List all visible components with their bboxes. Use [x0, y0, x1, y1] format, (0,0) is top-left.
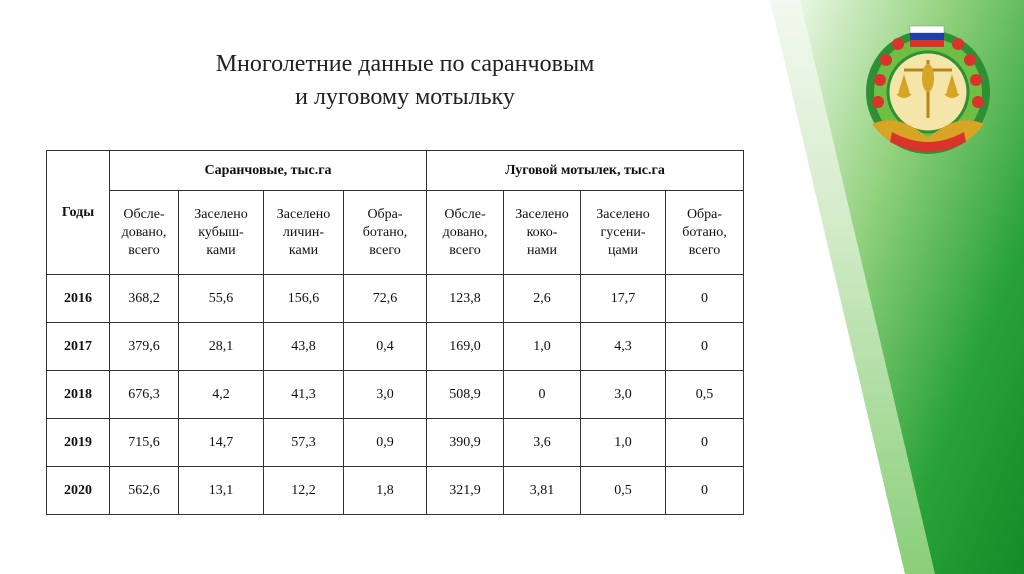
title-line-2: и луговому мотыльку [295, 84, 515, 110]
value-cell: 0 [666, 419, 744, 467]
value-cell: 0,4 [344, 323, 427, 371]
data-table-container [46, 150, 744, 515]
value-cell: 0 [666, 467, 744, 515]
title-line-1: Многолетние данные по саранчовым [215, 51, 595, 77]
value-cell: 390,9 [427, 419, 504, 467]
value-cell: 41,3 [264, 371, 344, 419]
subheader-text: Обсле- довано, всего [121, 206, 167, 258]
year-cell: 2018 [47, 371, 110, 419]
value-cell: 28,1 [179, 323, 264, 371]
table-row [47, 419, 744, 467]
value-cell: 715,6 [110, 419, 179, 467]
table-header-group-row [47, 151, 744, 191]
subheader-cell [427, 191, 504, 275]
value-cell: 123,8 [427, 275, 504, 323]
subheader-cell [110, 191, 179, 275]
value-cell: 13,1 [179, 467, 264, 515]
subheader-cell [179, 191, 264, 275]
value-cell: 0,5 [581, 467, 666, 515]
subheader-text: Обра- ботано, всего [682, 206, 727, 258]
year-cell: 2020 [47, 467, 110, 515]
value-cell: 2,6 [504, 275, 581, 323]
year-cell: 2019 [47, 419, 110, 467]
table-row [47, 275, 744, 323]
subheader-text: Заселено личин- ками [276, 206, 331, 258]
value-cell: 0 [666, 323, 744, 371]
value-cell: 508,9 [427, 371, 504, 419]
table-row [47, 371, 744, 419]
value-cell: 169,0 [427, 323, 504, 371]
subheader-text: Обра- ботано, всего [362, 206, 408, 258]
value-cell: 3,0 [581, 371, 666, 419]
subheader-cell [504, 191, 581, 275]
value-cell: 1,0 [581, 419, 666, 467]
subheader-cell [264, 191, 344, 275]
subheader-cell [344, 191, 427, 275]
value-cell: 12,2 [264, 467, 344, 515]
value-cell: 379,6 [110, 323, 179, 371]
subheader-text: Заселено гусени- цами [596, 206, 650, 258]
header-group-meadow-moth: Луговой мотылек, тыс.га [427, 151, 744, 191]
value-cell: 0 [666, 275, 744, 323]
header-group-locusts: Саранчовые, тыс.га [110, 151, 427, 191]
value-cell: 17,7 [581, 275, 666, 323]
value-cell: 0,5 [666, 371, 744, 419]
value-cell: 562,6 [110, 467, 179, 515]
value-cell: 3,0 [344, 371, 427, 419]
value-cell: 1,8 [344, 467, 427, 515]
value-cell: 321,9 [427, 467, 504, 515]
table-subheader-row [47, 191, 744, 275]
value-cell: 57,3 [264, 419, 344, 467]
value-cell: 3,81 [504, 467, 581, 515]
value-cell: 55,6 [179, 275, 264, 323]
value-cell: 1,0 [504, 323, 581, 371]
value-cell: 4,2 [179, 371, 264, 419]
value-cell: 676,3 [110, 371, 179, 419]
header-years: Годы [47, 151, 110, 275]
subheader-text: Заселено кубыш- ками [194, 206, 248, 258]
value-cell: 43,8 [264, 323, 344, 371]
value-cell: 3,6 [504, 419, 581, 467]
table-row [47, 323, 744, 371]
value-cell: 0,9 [344, 419, 427, 467]
subheader-text: Обсле- довано, всего [442, 206, 488, 258]
table-row [47, 467, 744, 515]
value-cell: 156,6 [264, 275, 344, 323]
value-cell: 0 [504, 371, 581, 419]
value-cell: 14,7 [179, 419, 264, 467]
rosselkhoztsentr-emblem-logo [858, 20, 998, 166]
subheader-cell [666, 191, 744, 275]
data-table [46, 150, 744, 515]
value-cell: 72,6 [344, 275, 427, 323]
subheader-cell [581, 191, 666, 275]
value-cell: 368,2 [110, 275, 179, 323]
year-cell: 2016 [47, 275, 110, 323]
year-cell: 2017 [47, 323, 110, 371]
subheader-text: Заселено коко- нами [515, 206, 569, 258]
value-cell: 4,3 [581, 323, 666, 371]
slide-title [140, 48, 670, 114]
